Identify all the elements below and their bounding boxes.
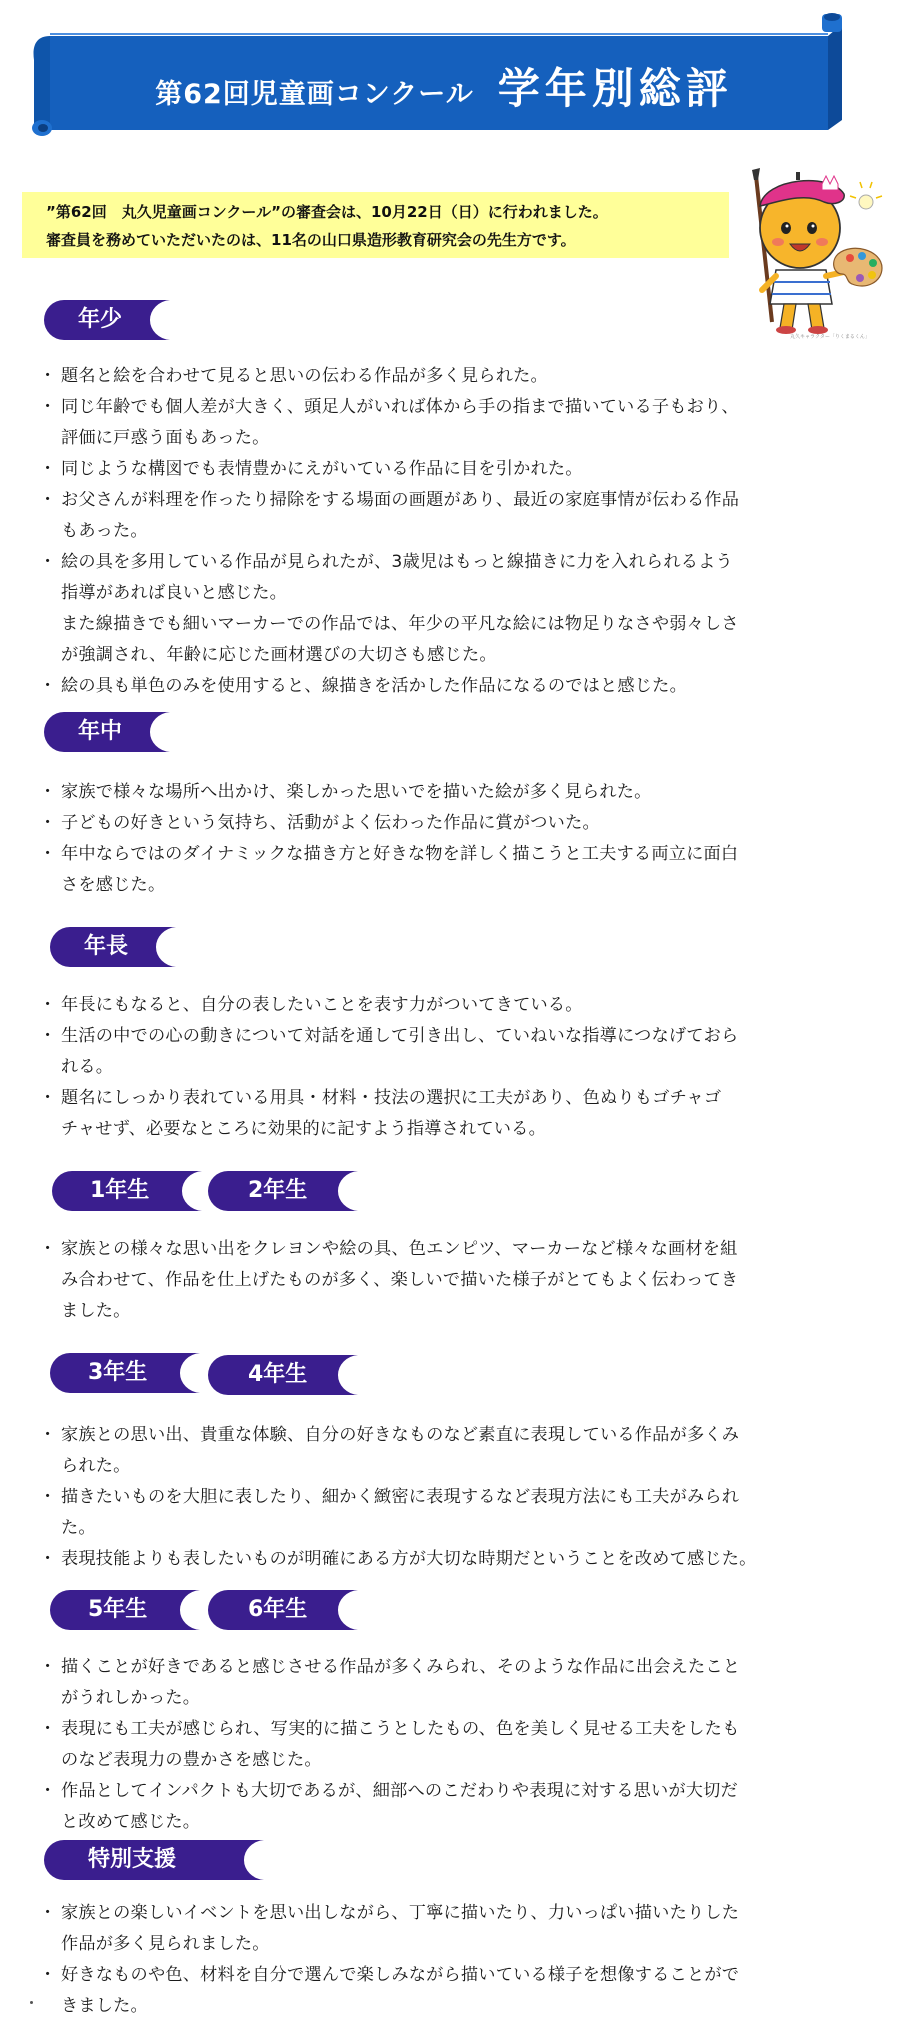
section-label-grade1 — [52, 1171, 202, 1211]
section-label-text: 3年生 — [88, 1360, 148, 1385]
mascot-illustration — [734, 162, 884, 338]
section-label-grade2 — [208, 1171, 358, 1211]
intro-line: ”第62回 丸久児童画コンクール”の審査会は、10月22日（日）に行われました。 — [46, 203, 608, 221]
list-item: のなど表現力の豊かさを感じた。 — [61, 1750, 322, 1770]
list-item: ・ 題名にしっかり表れている用具・材料・技法の選択に工夫があり、色ぬりもゴチャゴ — [42, 1083, 864, 1114]
list-item: ・ 好きなものや色、材料を自分で選んで楽しみながら描いている様子を想像することがで — [42, 1960, 864, 1991]
list-item: ・ 家族で様々な場所へ出かけ、楽しかった思いでを描いた絵が多く見られた。 — [42, 777, 864, 808]
section-label-text: 5年生 — [88, 1597, 148, 1622]
section-list-grade34 — [42, 1420, 864, 1575]
list-item: チャせず、必要なところに効果的に記すよう指導されている。 — [61, 1119, 546, 1139]
section-label-text: 年少 — [78, 307, 123, 332]
section-list-nensho — [42, 361, 864, 702]
section-label-text: 2年生 — [248, 1178, 308, 1203]
list-item: ・ 題名と絵を合わせて見ると思いの伝わる作品が多く見られた。 — [42, 361, 864, 392]
section-label-nencho — [50, 927, 176, 967]
list-item: が強調され、年齢に応じた画材選びの大切さも感じた。 — [61, 645, 497, 665]
section-label-grade3 — [50, 1353, 200, 1393]
list-item: ・ 家族との様々な思い出をクレヨンや絵の具、色エンピツ、マーカーなど様々な画材を組 — [42, 1234, 864, 1265]
list-item: ・ 家族との楽しいイベントを思い出しながら、丁寧に描いたり、力いっぱい描いたりした — [42, 1898, 864, 1929]
page-dot — [30, 2001, 33, 2004]
list-item: ・ 作品としてインパクトも大切であるが、細部へのこだわりや表現に対する思いが大切だ — [42, 1776, 864, 1807]
section-label-nenchu — [44, 712, 170, 752]
list-item: ・ 絵の具を多用している作品が見られたが、3歳児はもっと線描きに力を入れられるよう — [42, 547, 864, 578]
intro-line: 審査員を務めていただいたのは、11名の山口県造形教育研究会の先生方です。 — [46, 231, 576, 249]
list-item: 作品が多く見られました。 — [61, 1934, 270, 1954]
list-item: られた。 — [61, 1456, 131, 1476]
section-label-grade4 — [208, 1355, 358, 1395]
list-item: ・ 絵の具も単色のみを使用すると、線描きを活かした作品になるのではと感じた。 — [42, 671, 864, 702]
list-item: また線描きでも細いマーカーでの作品では、年少の平凡な絵には物足りなさや弱々しさ — [61, 614, 739, 634]
list-item: ・ 同じような構図でも表情豊かにえがいている作品に目を引かれた。 — [42, 454, 864, 485]
section-label-text: 特別支援 — [88, 1847, 177, 1872]
list-item: さを感じた。 — [61, 875, 166, 895]
list-item: み合わせて、作品を仕上げたものが多く、楽しいで描いた様子がとてもよく伝わってき — [61, 1270, 739, 1290]
list-item: ・ 描くことが好きであると感じさせる作品が多くみられ、そのような作品に出会えたこと — [42, 1652, 864, 1683]
list-item: ・ お父さんが料理を作ったり掃除をする場面の画題があり、最近の家庭事情が伝わる作品 — [42, 485, 864, 516]
list-item: がうれしかった。 — [61, 1688, 201, 1708]
list-item: 指導があれば良いと感じた。 — [61, 583, 288, 603]
section-label-text: 4年生 — [248, 1362, 308, 1387]
list-item: ・ 表現にも工夫が感じられ、写実的に描こうとしたもの、色を美しく見せる工夫をしたも — [42, 1714, 864, 1745]
list-item: ・ 生活の中での心の動きについて対話を通して引き出し、ていねいな指導につなげておら — [42, 1021, 864, 1052]
section-label-tokubetsu — [44, 1840, 264, 1880]
page-title — [30, 56, 858, 116]
list-item: ・ 年中ならではのダイナミックな描き方と好きな物を詳しく描こうと工夫する両立に面白 — [42, 839, 864, 870]
list-item: ・ 表現技能よりも表したいものが明確にある方が大切な時期だということを改めて感じた。 — [42, 1544, 864, 1575]
title-banner — [30, 10, 858, 142]
list-item: ・ 子どもの好きという気持ち、活動がよく伝わった作品に賞がついた。 — [42, 808, 864, 839]
section-label-text: 年中 — [78, 719, 123, 744]
section-list-nencho — [42, 990, 864, 1145]
list-item: もあった。 — [61, 521, 148, 541]
section-label-text: 1年生 — [90, 1178, 150, 1203]
section-list-grade56 — [42, 1652, 864, 1838]
list-item: ました。 — [61, 1301, 131, 1321]
list-item: ・ 描きたいものを大胆に表したり、細かく緻密に表現するなど表現方法にも工夫がみられ — [42, 1482, 864, 1513]
section-label-text: 年長 — [84, 934, 129, 959]
mascot-caption: 丸久キャラクター「りくまるくん」 — [790, 334, 870, 340]
section-list-grade12 — [42, 1234, 864, 1327]
intro-box — [22, 192, 729, 258]
list-item: ・ 同じ年齢でも個人差が大きく、頭足人がいれば体から手の指まで描いている子もおり、 — [42, 392, 864, 423]
section-list-tokubetsu — [42, 1898, 864, 2022]
title-main: 学年別総評 — [497, 64, 733, 113]
list-item: ・ 家族との思い出、貴重な体験、自分の好きなものなど素直に表現している作品が多くみ — [42, 1420, 864, 1451]
section-label-text: 6年生 — [248, 1597, 308, 1622]
section-list-nenchu — [42, 777, 864, 901]
list-item: 評価に戸惑う面もあった。 — [61, 428, 270, 448]
list-item: た。 — [61, 1518, 96, 1538]
list-item: と改めて感じた。 — [61, 1812, 201, 1832]
list-item: きました。 — [61, 1996, 148, 2016]
list-item: ・ 年長にもなると、自分の表したいことを表す力がついてきている。 — [42, 990, 864, 1021]
list-item: れる。 — [61, 1057, 114, 1077]
section-label-nensho — [44, 300, 170, 340]
section-label-grade5 — [50, 1590, 200, 1630]
title-prefix: 第62回児童画コンクール — [155, 79, 474, 110]
section-label-grade6 — [208, 1590, 358, 1630]
